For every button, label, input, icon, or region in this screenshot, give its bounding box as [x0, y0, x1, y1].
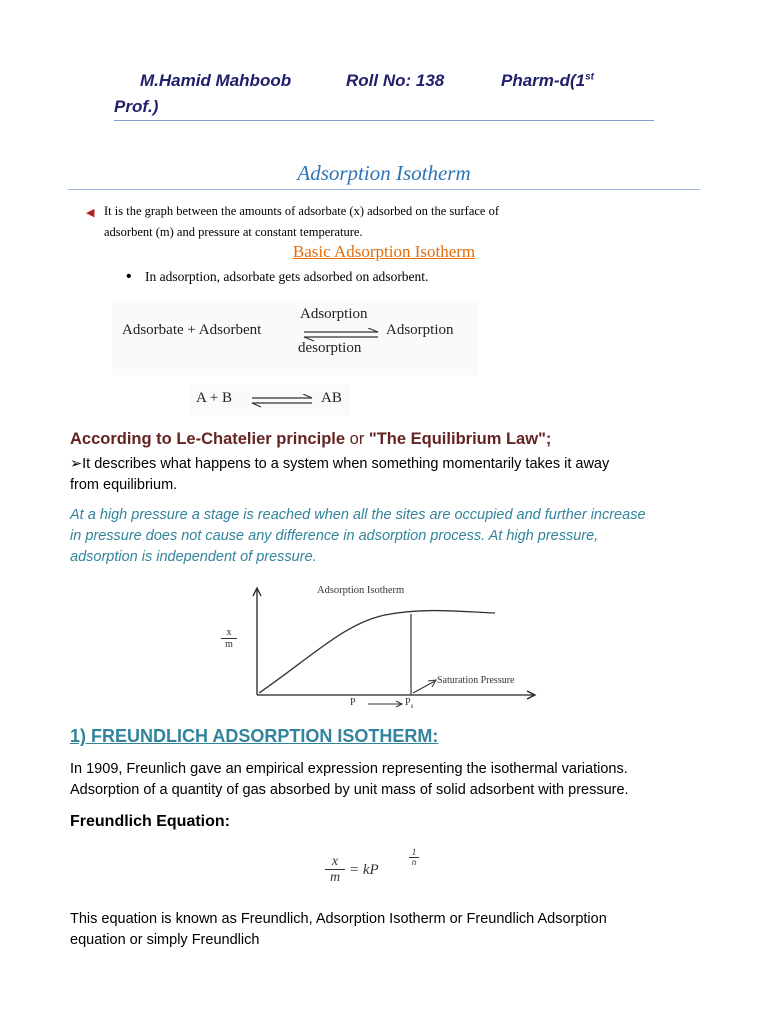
reaction-diagram	[112, 300, 478, 375]
program	[501, 71, 594, 91]
header-divider	[114, 120, 654, 121]
roll-number: Roll No: 138	[346, 71, 445, 90]
intro-text	[104, 201, 499, 243]
intro-line-2: adsorbent (m) and pressure at constant temperature.	[104, 225, 363, 239]
reaction-right: Adsorption	[386, 322, 454, 338]
equation-rhs: = kP	[349, 862, 379, 878]
freundlich-paragraph	[70, 759, 629, 801]
le-chatelier-description	[70, 454, 609, 496]
page-title: Adsorption Isotherm	[297, 161, 471, 185]
isotherm-graph-drawing	[215, 578, 555, 713]
le-chatelier-part2: or	[349, 430, 365, 448]
description-line-2: from equilibrium.	[70, 477, 178, 493]
equation-numerator: x	[325, 854, 345, 870]
italic-line-2: in pressure does not cause any difference in adsorption process. At high pressure,	[70, 528, 599, 544]
ps-label: P	[405, 697, 411, 708]
le-chatelier-heading	[70, 430, 551, 449]
le-chatelier-part3: "The Equilibrium Law";	[368, 430, 552, 448]
simple-equilibrium-arrow-icon	[250, 394, 316, 408]
simple-reaction-right: AB	[321, 390, 342, 406]
saturation-pressure-tick	[405, 697, 413, 710]
italic-line-1: At a high pressure a stage is reached when all the sites are occupied and further increase	[70, 507, 646, 523]
freundlich-equation-heading: Freundlich Equation:	[70, 813, 230, 830]
freundlich-heading: 1) FREUNDLICH ADSORPTION ISOTHERM:	[70, 726, 439, 746]
le-chatelier-part1: According to Le-Chatelier principle	[70, 430, 346, 448]
description-line-1: It describes what happens to a system when something momentarily takes it away	[82, 456, 610, 472]
equation-exponent	[409, 848, 419, 867]
simple-reaction	[190, 385, 350, 415]
exponent-denominator: n	[411, 857, 417, 867]
exponent-numerator: 1	[409, 848, 419, 858]
equation-denominator: m	[329, 870, 341, 885]
isotherm-graph	[215, 578, 555, 713]
red-arrow-bullet-icon: ◀	[86, 207, 95, 219]
intro-line-1: It is the graph between the amounts of adsorbate (x) adsorbed on the surface of	[104, 204, 500, 218]
freundlich-line-2: Adsorption of a quantity of gas absorbed by unit mass of solid adsorbent with pressure.	[70, 782, 629, 798]
bullet-text: In adsorption, adsorbate gets adsorbed on adsorbent.	[145, 269, 429, 284]
arrowhead-bullet-icon: ➢	[70, 456, 83, 472]
equation-fraction	[325, 854, 345, 885]
high-pressure-paragraph	[70, 505, 646, 568]
closing-line-2: equation or simply Freundlich	[70, 932, 260, 948]
italic-line-3: adsorption is independent of pressure.	[70, 549, 317, 565]
simple-reaction-left: A + B	[196, 390, 232, 406]
basic-heading: Basic Adsorption Isotherm	[292, 242, 476, 261]
equilibrium-arrow-icon	[302, 328, 382, 342]
reaction-left: Adsorbate + Adsorbent	[122, 322, 262, 338]
program-text: Pharm-d(1	[501, 71, 586, 90]
title-divider	[68, 189, 700, 190]
x-axis-label: P	[350, 697, 356, 708]
ps-subscript: s	[410, 702, 414, 710]
freundlich-equation	[325, 846, 435, 892]
bullet-dot-icon: •	[126, 268, 132, 285]
freundlich-line-1: In 1909, Freunlich gave an empirical expression representing the isothermal variations.	[70, 761, 628, 777]
program-continued: Prof.)	[114, 97, 159, 116]
reaction-forward-label: Adsorption	[300, 306, 368, 322]
y-axis-denominator: m	[225, 639, 233, 650]
program-superscript: st	[585, 71, 594, 83]
reaction-backward-label: desorption	[298, 340, 362, 356]
graph-title: Adsorption Isotherm	[317, 585, 405, 596]
closing-line-1: This equation is known as Freundlich, Adsorption Isotherm or Freundlich Adsorption	[70, 911, 607, 927]
freundlich-closing	[70, 909, 607, 951]
y-axis-numerator: x	[221, 627, 237, 639]
y-axis-label	[221, 627, 237, 650]
saturation-pressure-label: Saturation Pressure	[437, 675, 515, 686]
author-name: M.Hamid Mahboob	[140, 71, 292, 90]
